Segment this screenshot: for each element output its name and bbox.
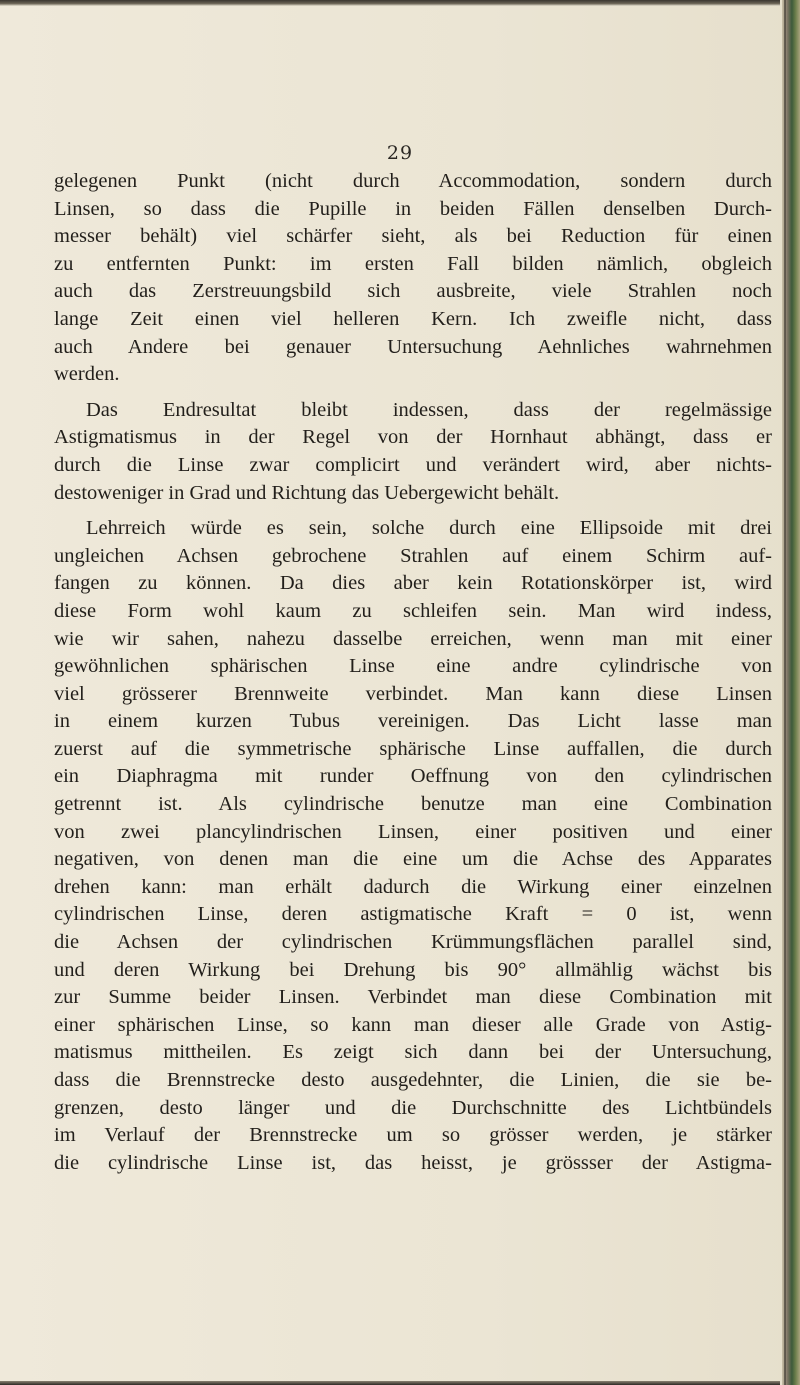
text-line: auch das Zerstreuungsbild sich ausbreite, viele Strahlen noch	[54, 280, 772, 303]
text-line: fangen zu können. Da dies aber kein Rotationskörper ist, wird	[54, 572, 772, 595]
text-line: Lehrreich würde es sein, solche durch eine Ellipsoide mit drei	[86, 517, 772, 540]
text-line: gelegenen Punkt (nicht durch Accommodation, sondern durch	[54, 170, 772, 192]
text-line: gewöhnlichen sphärischen Linse eine andre cylindrische von	[54, 655, 772, 678]
text-line: drehen kann: man erhält dadurch die Wirkung einer einzelnen	[54, 875, 772, 898]
text-line: getrennt ist. Als cylindrische benutze man eine Combination	[54, 793, 772, 816]
text-line: in einem kurzen Tubus vereinigen. Das Licht lasse man	[54, 710, 772, 733]
text-line: die Achsen der cylindrischen Krümmungsflächen parallel sind,	[54, 931, 772, 954]
text-line: im Verlauf der Brennstrecke um so grösser werden, je stärker	[54, 1124, 772, 1147]
paragraph-gap	[54, 507, 772, 515]
text-line: diese Form wohl kaum zu schleifen sein. Man wird indess,	[54, 599, 772, 622]
text-line: messer behält) viel schärfer sieht, als bei Reduction für einen	[54, 225, 772, 248]
text-line: Astigmatismus in der Regel von der Hornhaut abhängt, dass er	[54, 426, 772, 449]
text-line: Linsen, so dass die Pupille in beiden Fällen denselben Durch-	[54, 197, 772, 220]
text-line: destoweniger in Grad und Richtung das Uebergewicht behält.	[54, 481, 560, 504]
text-line: matismus mittheilen. Es zeigt sich dann bei der Untersuchung,	[54, 1041, 772, 1064]
text-line: zur Summe beider Linsen. Verbindet man diese Combination mit	[54, 986, 772, 1009]
text-line: zu entfernten Punkt: im ersten Fall bilden nämlich, obgleich	[54, 252, 772, 275]
text-line: zuerst auf die symmetrische sphärische Linse auffallen, die durch	[54, 737, 772, 760]
text-line: grenzen, desto länger und die Durchschnitte des Lichtbündels	[54, 1096, 772, 1119]
text-line: cylindrischen Linse, deren astigmatische Kraft = 0 ist, wenn	[54, 903, 772, 926]
text-line: auch Andere bei genauer Untersuchung Aehnliches wahrnehmen	[54, 335, 772, 358]
page-number: 29	[386, 142, 414, 164]
text-line: von zwei plancylindrischen Linsen, einer positiven und einer	[54, 820, 772, 843]
text-line: negativen, von denen man die eine um die Achse des Apparates	[54, 848, 772, 871]
text-line: dass die Brennstrecke desto ausgedehnter, die Linien, die sie be-	[54, 1069, 772, 1091]
body-text	[54, 168, 772, 1177]
text-line: lange Zeit einen viel helleren Kern. Ich zweifle nicht, dass	[54, 307, 772, 330]
text-line: ungleichen Achsen gebrochene Strahlen auf einem Schirm auf-	[54, 544, 772, 567]
page-top-edge	[0, 0, 780, 6]
paragraph	[54, 389, 772, 507]
paragraph	[54, 168, 772, 389]
page-bottom-edge	[0, 1381, 780, 1385]
text-line: und deren Wirkung bei Drehung bis 90° allmählig wächst bis	[54, 958, 772, 981]
gutter-shadow-line	[784, 0, 786, 1385]
paragraph	[54, 507, 772, 1177]
text-line: wie wir sahen, nahezu dasselbe erreichen, wenn man mit einer	[54, 627, 772, 650]
paragraph-gap	[54, 389, 772, 397]
text-line: die cylindrische Linse ist, das heisst, je grössser der Astigma-	[54, 1151, 772, 1174]
text-line: werden.	[54, 363, 120, 386]
text-line: einer sphärischen Linse, so kann man dieser alle Grade von Astig-	[54, 1013, 772, 1036]
text-line: ein Diaphragma mit runder Oeffnung von den cylindrischen	[54, 765, 772, 788]
text-line: Das Endresultat bleibt indessen, dass der regelmässige	[86, 398, 772, 421]
text-line: viel grösserer Brennweite verbindet. Man kann diese Linsen	[54, 682, 772, 705]
text-line: durch die Linse zwar complicirt und verändert wird, aber nichts-	[54, 453, 772, 476]
